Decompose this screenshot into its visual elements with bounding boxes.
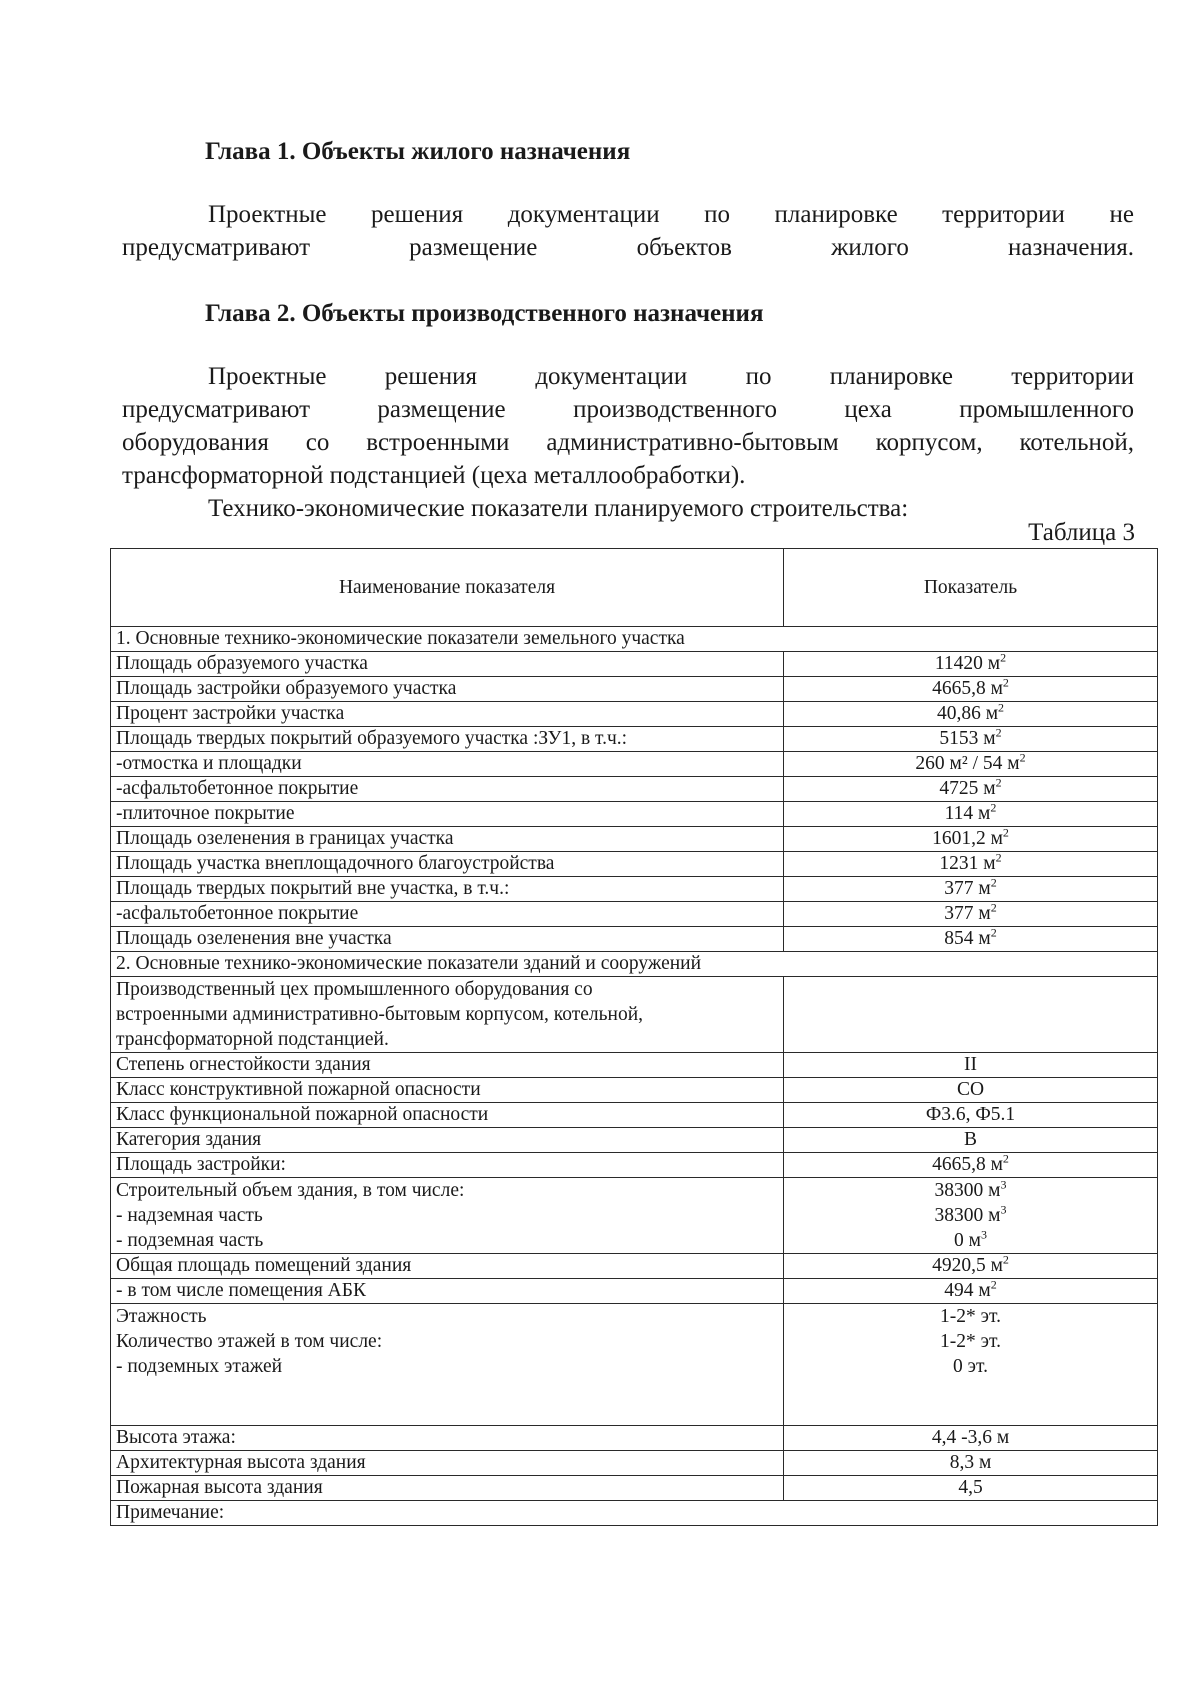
indicator-value: [784, 752, 1158, 777]
indicator-value: [784, 827, 1158, 852]
indicator-name: Площадь образуемого участка: [111, 652, 784, 677]
text-line: Строительный объем здания, в том числе:: [116, 1180, 465, 1201]
value-text: 494 м: [944, 1280, 991, 1301]
word: производственного: [573, 396, 778, 423]
value-text: 4725 м: [939, 778, 996, 799]
value-text: 854 м: [944, 928, 991, 949]
table-row: [111, 877, 1158, 902]
note-empty-cell: [784, 1501, 1158, 1526]
section1-rows: [111, 652, 1158, 952]
volume-names: [111, 1178, 784, 1254]
table-row: [111, 777, 1158, 802]
indicator-name: -плиточное покрытие: [111, 802, 784, 827]
indicator-value: [784, 727, 1158, 752]
indicator-value: [784, 1103, 1158, 1128]
table-row: [111, 1078, 1158, 1103]
indicator-name: Площадь твердых покрытий образуемого участка :ЗУ1, в т.ч.:: [111, 727, 784, 752]
word: по: [745, 363, 772, 390]
indicator-name: -асфальтобетонное покрытие: [111, 777, 784, 802]
indicator-value: [784, 652, 1158, 677]
note-row: [111, 1501, 1158, 1526]
indicators-table: [110, 548, 1158, 1526]
value-line: 0 эт.: [953, 1356, 988, 1377]
table-row: [111, 1053, 1158, 1078]
indicator-name: Высота этажа:: [111, 1426, 784, 1451]
table-row: [111, 752, 1158, 777]
word: документации: [507, 201, 660, 228]
value-text: 4920,5 м: [932, 1255, 1003, 1276]
unit-sup: 2: [995, 850, 1002, 865]
section1-title: 1. Основные технико-экономические показатели земельного участка: [111, 627, 784, 652]
value-line: [789, 1178, 1152, 1203]
text-line: Этажность: [116, 1306, 207, 1327]
value-text: 377 м: [944, 878, 991, 899]
value-line: [789, 1203, 1152, 1228]
word: решения: [370, 201, 464, 228]
value-text: 4,4 -3,6 м: [931, 1427, 1010, 1448]
chapter2-line4: трансформаторной подстанцией (цеха металлообработки).: [122, 462, 746, 489]
indicator-value: [784, 802, 1158, 827]
indicator-value: [784, 1053, 1158, 1078]
table-row: [111, 677, 1158, 702]
chapter2-title: Глава 2. Объекты производственного назначения: [205, 300, 764, 327]
chapter2-line2: [122, 393, 1134, 426]
note-text: Примечание:: [111, 1501, 784, 1526]
text-line: трансформаторной подстанцией.: [116, 1029, 389, 1050]
indicator-name: Площадь озеленения вне участка: [111, 927, 784, 952]
value-text: В: [963, 1129, 977, 1150]
word: предусматривают: [122, 396, 311, 423]
word: цеха: [844, 396, 892, 423]
value-text: 1231 м: [939, 853, 996, 874]
chapter2-line3: оборудования со встроенными административно-бытовым корпусом, котельной,: [122, 429, 1134, 456]
chapter1-line2: предусматривают размещение объектов жилого назначения.: [122, 234, 1134, 261]
section-row: [111, 627, 1158, 652]
table-row: [111, 1279, 1158, 1304]
text-line: - надземная часть: [116, 1205, 263, 1226]
unit-sup: 2: [1002, 1252, 1009, 1267]
word: Проектные: [208, 363, 327, 390]
section2-rows-b: [111, 1254, 1158, 1304]
unit-sup: 2: [1019, 750, 1026, 765]
word: размещение: [377, 396, 506, 423]
table-header-row: [111, 549, 1158, 627]
indicator-name: Площадь озеленения в границах участка: [111, 827, 784, 852]
unit-sup: 2: [990, 900, 997, 915]
unit-sup: 2: [1000, 650, 1007, 665]
table-row: [111, 927, 1158, 952]
indicator-value: [784, 1476, 1158, 1501]
section2-rows-c: [111, 1426, 1158, 1501]
table-row: [111, 652, 1158, 677]
section-empty-cell: [784, 952, 1158, 977]
table-row: [111, 802, 1158, 827]
chapter1-paragraph: [122, 198, 1134, 264]
unit-sup: 2: [995, 725, 1002, 740]
floors-names: [111, 1304, 784, 1426]
table-row: [111, 852, 1158, 877]
table-caption: Таблица 3: [1028, 519, 1135, 546]
word: по: [704, 201, 731, 228]
value-text: 5153 м: [939, 728, 996, 749]
volume-values: [784, 1178, 1158, 1254]
chapter2-line5: Технико-экономические показатели планируемого строительства:: [208, 495, 909, 522]
text-line: - подземных этажей: [116, 1356, 283, 1377]
unit-sup: 3: [980, 1227, 987, 1242]
indicator-name: Степень огнестойкости здания: [111, 1053, 784, 1078]
chapter2-line1: [122, 360, 1134, 393]
section-empty-cell: [784, 627, 1158, 652]
text-line: встроенными административно-бытовым корпусом, котельной,: [116, 1004, 644, 1025]
value-text: 114 м: [944, 803, 991, 824]
table-row: [111, 1153, 1158, 1178]
indicator-name: Площадь твердых покрытий вне участка, в т.ч.:: [111, 877, 784, 902]
floors-values: [784, 1304, 1158, 1426]
chapter2-paragraph: [122, 360, 1134, 525]
indicator-name: -отмостка и площадки: [111, 752, 784, 777]
col-header-name: Наименование показателя: [111, 549, 784, 627]
indicator-value: [784, 1426, 1158, 1451]
indicator-name: Пожарная высота здания: [111, 1476, 784, 1501]
value-text: 11420 м: [934, 653, 1001, 674]
unit-sup: 2: [1002, 825, 1009, 840]
unit-sup: 2: [1002, 675, 1009, 690]
unit-sup: 2: [990, 875, 997, 890]
text-line: Производственный цех промышленного оборудования со: [116, 979, 593, 1000]
indicator-value: [784, 902, 1158, 927]
table-row: [111, 977, 1158, 1053]
indicator-name: -асфальтобетонное покрытие: [111, 902, 784, 927]
text-line: - подземная часть: [116, 1230, 264, 1251]
indicator-name: Категория здания: [111, 1128, 784, 1153]
word: планировке: [829, 363, 953, 390]
word: территории: [1011, 363, 1134, 390]
indicator-value: [784, 1153, 1158, 1178]
value-text: СО: [956, 1079, 985, 1100]
empty-value-cell: [784, 977, 1158, 1053]
indicator-name: Общая площадь помещений здания: [111, 1254, 784, 1279]
unit-sup: 3: [1000, 1177, 1007, 1192]
table-row: [111, 1103, 1158, 1128]
indicator-value: [784, 927, 1158, 952]
indicator-value: [784, 777, 1158, 802]
unit-sup: 2: [1002, 1151, 1009, 1166]
indicator-name: Площадь застройки образуемого участка: [111, 677, 784, 702]
indicator-value: [784, 1279, 1158, 1304]
indicator-value: [784, 1078, 1158, 1103]
value-text: 4665,8 м: [932, 1154, 1003, 1175]
text-line: Количество этажей в том числе:: [116, 1331, 383, 1352]
table-row: [111, 727, 1158, 752]
indicator-value: [784, 1254, 1158, 1279]
value-line: [789, 1228, 1152, 1253]
value-text: 260 м² / 54 м: [915, 753, 1020, 774]
section2-title: 2. Основные технико-экономические показатели зданий и сооружений: [111, 952, 784, 977]
value-text: 4,5: [958, 1477, 983, 1498]
indicator-name: Процент застройки участка: [111, 702, 784, 727]
indicator-name: Класс функциональной пожарной опасности: [111, 1103, 784, 1128]
chapter1-line1: [122, 198, 1134, 231]
section2-rows-a: [111, 1053, 1158, 1178]
value-text: Ф3.6, Ф5.1: [925, 1104, 1016, 1125]
unit-sup: 2: [990, 800, 997, 815]
table-row: [111, 702, 1158, 727]
indicator-name: - в том числе помещения АБК: [111, 1279, 784, 1304]
section-row: [111, 952, 1158, 977]
value-text: 40,86 м: [936, 703, 999, 724]
word: территории: [942, 201, 1065, 228]
indicator-value: [784, 677, 1158, 702]
value-text: 1601,2 м: [932, 828, 1003, 849]
indicator-name: Архитектурная высота здания: [111, 1451, 784, 1476]
indicator-name: Площадь участка внеплощадочного благоустройства: [111, 852, 784, 877]
word: документации: [535, 363, 688, 390]
table-row: [111, 1178, 1158, 1254]
table-row: [111, 1426, 1158, 1451]
table-row: [111, 902, 1158, 927]
col-header-value: Показатель: [784, 549, 1158, 627]
unit-sup: 2: [998, 700, 1005, 715]
value-text: 8,3 м: [949, 1452, 992, 1473]
indicator-name: Класс конструктивной пожарной опасности: [111, 1078, 784, 1103]
word: не: [1109, 201, 1134, 228]
value-line: 1-2* эт.: [940, 1331, 1001, 1352]
indicator-value: [784, 702, 1158, 727]
value-text: 377 м: [944, 903, 991, 924]
value-text: 0 м: [954, 1230, 981, 1251]
value-text: 38300 м: [934, 1180, 1001, 1201]
value-text: II: [964, 1054, 977, 1075]
word: решения: [384, 363, 477, 390]
unit-sup: 2: [990, 925, 997, 940]
value-line: 1-2* эт.: [940, 1306, 1001, 1327]
chapter1-title: Глава 1. Объекты жилого назначения: [205, 138, 631, 165]
value-text: 38300 м: [934, 1205, 1001, 1226]
table-row: [111, 1304, 1158, 1426]
indicator-value: [784, 1128, 1158, 1153]
building-description: [111, 977, 784, 1053]
word: планировке: [774, 201, 898, 228]
unit-sup: 2: [995, 775, 1002, 790]
word: Проектные: [208, 201, 327, 228]
indicator-name: Площадь застройки:: [111, 1153, 784, 1178]
indicator-value: [784, 1451, 1158, 1476]
value-text: 4665,8 м: [932, 678, 1003, 699]
indicator-value: [784, 877, 1158, 902]
word: промышленного: [959, 396, 1134, 423]
table-row: [111, 1128, 1158, 1153]
table-row: [111, 1254, 1158, 1279]
unit-sup: 2: [990, 1277, 997, 1292]
unit-sup: 3: [1000, 1202, 1007, 1217]
table-row: [111, 827, 1158, 852]
table-row: [111, 1476, 1158, 1501]
indicator-value: [784, 852, 1158, 877]
table-row: [111, 1451, 1158, 1476]
